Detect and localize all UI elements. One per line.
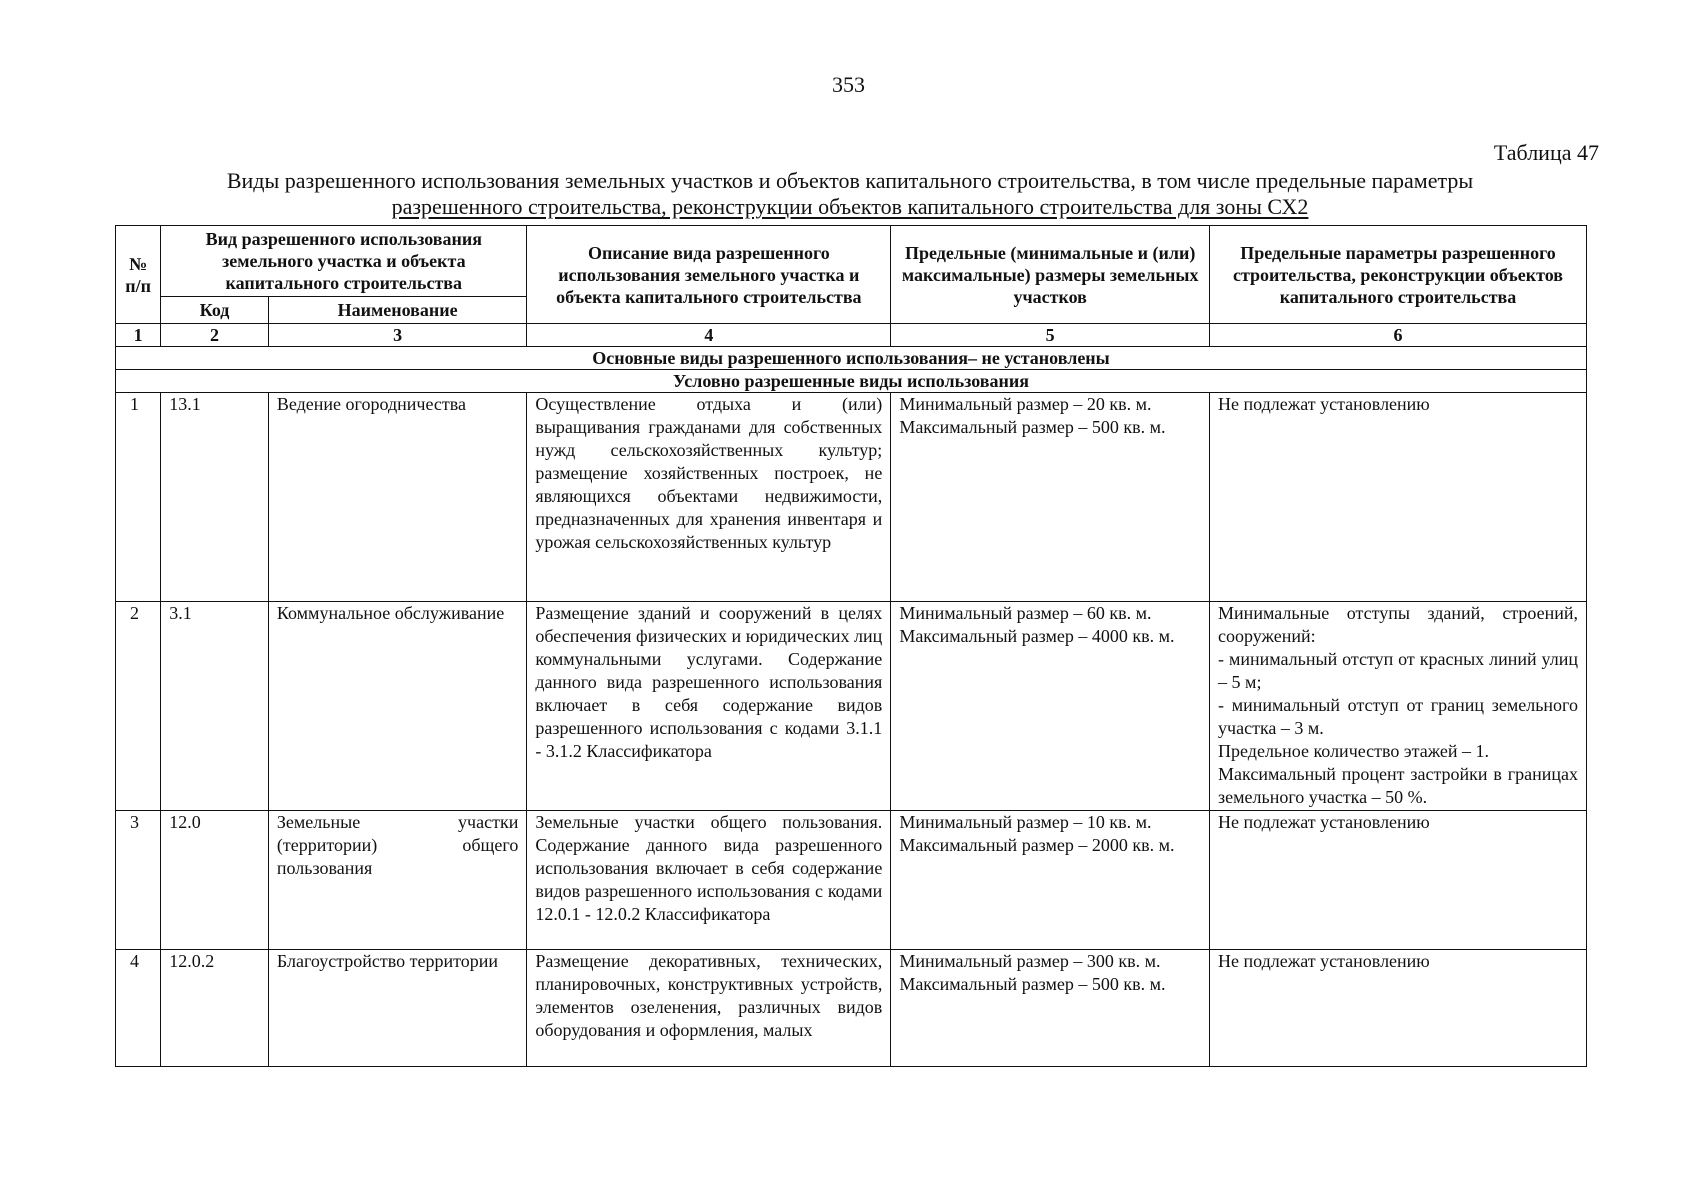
row-sizes bbox=[891, 811, 1210, 950]
column-number: 5 bbox=[891, 324, 1210, 347]
header-num: № п/п bbox=[116, 226, 161, 324]
row-name: Земельные участки (территории) общего пользования bbox=[268, 811, 526, 950]
table-caption: Таблица 47 bbox=[1493, 140, 1599, 165]
header-name: Наименование bbox=[268, 297, 526, 324]
row-size-max: Максимальный размер – 500 кв. м. bbox=[899, 417, 1166, 437]
column-number: 1 bbox=[116, 324, 161, 347]
row-param: Не подлежат установлению bbox=[1218, 394, 1430, 414]
row-code: 12.0 bbox=[161, 811, 269, 950]
table-row bbox=[116, 950, 1587, 1067]
header-params: Предельные параметры разрешенного строительства, реконструкции объектов капитального строительства bbox=[1210, 226, 1587, 324]
column-number: 2 bbox=[161, 324, 269, 347]
row-sizes bbox=[891, 950, 1210, 1067]
row-params bbox=[1210, 811, 1587, 950]
table-row bbox=[116, 811, 1587, 950]
header-row bbox=[116, 226, 1587, 297]
section-row-conditional bbox=[116, 370, 1587, 393]
title-line-1: Виды разрешенного использования земельных участков и объектов капитального строительства, в том числе предельные параметры bbox=[226, 168, 1474, 193]
row-code: 3.1 bbox=[161, 602, 269, 811]
row-size-max: Максимальный размер – 2000 кв. м. bbox=[899, 835, 1175, 855]
row-number: 4 bbox=[116, 950, 161, 1067]
row-size-min: Минимальный размер – 20 кв. м. bbox=[899, 394, 1152, 414]
row-size-min: Минимальный размер – 60 кв. м. bbox=[899, 603, 1152, 623]
header-sizes: Предельные (минимальные и (или) максимальные) размеры земельных участков bbox=[891, 226, 1210, 324]
row-number: 2 bbox=[116, 602, 161, 811]
column-number: 4 bbox=[527, 324, 891, 347]
row-size-max: Максимальный размер – 4000 кв. м. bbox=[899, 626, 1175, 646]
zoning-table bbox=[115, 225, 1587, 1067]
row-size-min: Минимальный размер – 300 кв. м. bbox=[899, 951, 1161, 971]
row-description-text: Размещение декоративных, технических, планировочных, конструктивных устройств, элементов озеленения, различных видов оборудования и оформления, малых bbox=[535, 951, 883, 1040]
row-number: 3 bbox=[116, 811, 161, 950]
row-params bbox=[1210, 602, 1587, 811]
row-description: Земельные участки общего пользования. Содержание данного вида разрешенного использования включает в себя содержание видов разрешенного использования с кодами 12.0.1 - 12.0.2 Классификатора bbox=[527, 811, 891, 950]
page-number: 353 bbox=[832, 72, 865, 97]
table-row bbox=[116, 393, 1587, 602]
row-name: Коммунальное обслуживание bbox=[268, 602, 526, 811]
row-number: 1 bbox=[116, 393, 161, 602]
row-sizes bbox=[891, 602, 1210, 811]
column-number: 6 bbox=[1210, 324, 1587, 347]
row-param: - минимальный отступ от границ земельного участка – 3 м. bbox=[1218, 695, 1578, 738]
row-size-min: Минимальный размер – 10 кв. м. bbox=[899, 812, 1152, 832]
row-param: - минимальный отступ от красных линий улиц – 5 м; bbox=[1218, 649, 1578, 692]
row-param: Минимальные отступы зданий, строений, сооружений: bbox=[1218, 603, 1578, 646]
row-description: Размещение зданий и сооружений в целях обеспечения физических и юридических лиц коммунальными услугами. Содержание данного вида разрешенного использования включает в себя содержание видов разрешенного использования с кодами 3.1.1 - 3.1.2 Классификатора bbox=[527, 602, 891, 811]
header-code: Код bbox=[161, 297, 269, 324]
row-name: Благоустройство территории bbox=[268, 950, 526, 1067]
section-row-main bbox=[116, 347, 1587, 370]
row-size-max: Максимальный размер – 500 кв. м. bbox=[899, 974, 1166, 994]
row-code: 12.0.2 bbox=[161, 950, 269, 1067]
row-param: Не подлежат установлению bbox=[1218, 951, 1430, 971]
row-description bbox=[527, 950, 891, 1067]
header-description: Описание вида разрешенного использования земельного участка и объекта капитального строительства bbox=[527, 226, 891, 324]
row-name: Ведение огородничества bbox=[268, 393, 526, 602]
table-row bbox=[116, 602, 1587, 811]
header-kind-group: Вид разрешенного использования земельного участка и объекта капитального строительства bbox=[161, 226, 527, 297]
row-param: Предельное количество этажей – 1. bbox=[1218, 741, 1490, 761]
column-numbers-row bbox=[116, 324, 1587, 347]
column-number: 3 bbox=[268, 324, 526, 347]
title-line-2: разрешенного строительства, реконструкции объектов капитального строительства для зоны СХ2 bbox=[391, 194, 1309, 219]
section-conditional-title: Условно разрешенные виды использования bbox=[116, 370, 1587, 393]
row-code: 13.1 bbox=[161, 393, 269, 602]
section-main-title: Основные виды разрешенного использования– не установлены bbox=[116, 347, 1587, 370]
row-params bbox=[1210, 950, 1587, 1067]
row-params bbox=[1210, 393, 1587, 602]
row-sizes bbox=[891, 393, 1210, 602]
row-description: Осуществление отдыха и (или) выращивания гражданами для собственных нужд сельскохозяйственных культур; размещение хозяйственных построек, не являющихся объектами недвижимости, предназначенных для хранения инвентаря и урожая сельскохозяйственных культур bbox=[527, 393, 891, 602]
document-title bbox=[110, 168, 1590, 220]
row-param: Не подлежат установлению bbox=[1218, 812, 1430, 832]
row-param: Максимальный процент застройки в границах земельного участка – 50 %. bbox=[1218, 764, 1578, 807]
